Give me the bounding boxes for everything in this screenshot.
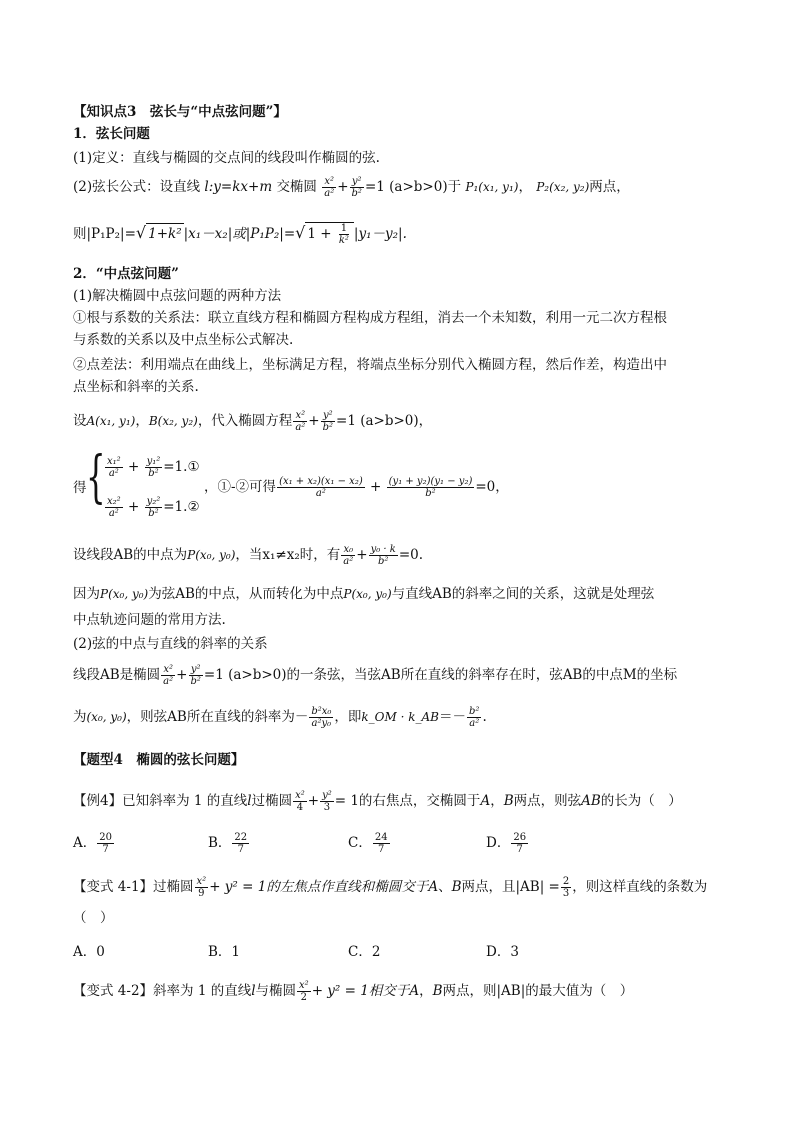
text: =0， (475, 479, 509, 495)
difference-line: ，①-②可得 $\frac{\text{(x₁ + x₂)(x₁ − x₂)}}{\text{a²}}$ + $\frac{\text{(y₁ + y₂)(y₁ − y₂)}}{\text{b²}}$ =0， (204, 476, 509, 499)
chord-formula-line: (2)弦长公式：设直线 l:y=kx+m 交椭圆 $\frac{\text{x²}}{\text{a²}}$ + $\frac{\text{y²}}{\text{b²}}$ =1 (a>b>0)于 P₁(x₁, y₁)， P₂(x₂, y₂)两点， (73, 176, 630, 199)
text: 为弦AB的中点，从而转化为中点 (148, 586, 344, 602)
text: =1.② (163, 499, 200, 515)
section-heading-type-4: 【题型4 椭圆的弦长问题】 (73, 752, 245, 768)
fraction-y2-b2: $\frac{\text{y²}}{\text{b²}}$ (322, 410, 334, 433)
text: B (432, 983, 443, 999)
text: 两点，则|AB|的最大值为（ ） (442, 983, 634, 999)
option-num: 24 (374, 832, 388, 843)
text: ，即 (334, 709, 362, 725)
text: A (428, 879, 439, 895)
option-label: A． (73, 835, 97, 851)
text: + y² = 1的左焦点作直线和椭圆交于 (209, 879, 429, 895)
definition-line: (1)定义：直线与椭圆的交点间的线段叫作椭圆的弦. (73, 150, 380, 166)
ex4-option-a[interactable] (73, 832, 115, 855)
text: 【变式 4-2】斜率为 1 的直线 (73, 983, 252, 999)
text: 、 (438, 879, 452, 895)
option-den: 7 (237, 844, 244, 855)
subsection-title-chord-length: 1．弦长问题 (73, 126, 150, 142)
text: =1 (a>b>0)， (336, 413, 433, 429)
text: 与直线AB的斜率之间的关系，这就是处理弦 (391, 586, 655, 602)
point-p0: P(x₀, y₀) (187, 548, 236, 562)
fraction-x2-a2: $\frac{\text{x²}}{\text{a²}}$ (295, 410, 306, 433)
variant-4-1-paren: （ ） (73, 910, 114, 926)
option-label: C． (348, 835, 372, 851)
slope-result-line: 为(x₀, y₀)，则弦AB所在直线的斜率为－ $\frac{\text{b²x₀}}{\text{a²y₀}}$ ，即k_OM · k_AB＝－ $\frac{\text{b²}}{\text{a²}}$ . (73, 706, 487, 729)
option-label: B． (208, 835, 232, 851)
text: 过椭圆 (251, 793, 293, 809)
text: ，则弦AB所在直线的斜率为－ (126, 709, 309, 725)
point-p0: (x₀, y₀) (86, 710, 127, 724)
ex4-option-d[interactable] (486, 832, 529, 855)
text: l (247, 793, 252, 809)
slope-product: k_OM · k_AB (361, 710, 440, 724)
text: ，①-②可得 (204, 479, 277, 495)
text: 的长为（ ） (600, 793, 682, 809)
method-1-line-b: 与系数的关系以及中点坐标公式解决. (73, 332, 294, 348)
text: . (482, 709, 487, 725)
point-p0: P(x₀, y₀) (343, 587, 392, 601)
text: B (451, 879, 462, 895)
text: ， (490, 793, 504, 809)
text: ，代入椭圆方程 (197, 413, 293, 429)
text: 交椭圆 (276, 179, 317, 195)
option-num: 22 (234, 832, 248, 843)
option-label: D． (486, 835, 511, 851)
text: = 1的右焦点，交椭圆于 (334, 793, 481, 809)
text: 设线段AB的中点为 (73, 547, 188, 563)
because-line (73, 584, 654, 604)
equation-1: $\frac{\text{x₁²}}{\text{a²}}$ + $\frac{\text{y₁²}}{\text{b²}}$ =1.① (107, 456, 200, 479)
option-num: 26 (513, 832, 527, 843)
v41-option-a[interactable]: A．0 (73, 944, 105, 960)
equation-2: $\frac{\text{x₂²}}{\text{a²}}$ + $\frac{\text{y₂²}}{\text{b²}}$ =1.② (107, 496, 200, 519)
text: 为 (73, 709, 87, 725)
text: =1.① (163, 459, 200, 475)
option-num: 20 (99, 832, 112, 843)
text: 两点，且|AB| = (461, 879, 560, 895)
example-4-line: 【例4】已知斜率为 1 的直线l过椭圆 $\frac{\text{x²}}{4}$ + $\frac{\text{y²}}{3}$ = 1的右焦点，交椭圆于A，B两点，则弦AB的长为（ ） (73, 790, 682, 813)
text: l (251, 983, 256, 999)
text: |y₁－y₂|. (353, 226, 407, 242)
slope-title: (2)弦的中点与直线的斜率的关系 (73, 636, 268, 652)
variant-4-2-line: 【变式 4-2】斜率为 1 的直线l与椭圆 $\frac{\text{x²}}{2}$ + y² = 1相交于A，B两点，则|AB|的最大值为（ ） (73, 980, 634, 1003)
text: 则|P₁P₂|= (73, 226, 136, 242)
point-b: B(x₂, y₂) (148, 414, 198, 428)
section-heading-3: 【知识点3 弦长与“中点弦问题”】 (73, 104, 287, 120)
methods-title: (1)解决椭圆中点弦问题的两种方法 (73, 288, 282, 304)
text: ，则这样直线的条数为 (572, 879, 708, 895)
text: A (480, 793, 491, 809)
text: 【变式 4-1】过椭圆 (73, 879, 194, 895)
chord-length-line (73, 222, 407, 246)
text: 线段AB是椭圆 (73, 667, 161, 683)
option-den: 7 (516, 844, 523, 855)
set-points-line: 设A(x₁, y₁)，B(x₂, y₂)，代入椭圆方程 $\frac{\text{x²}}{\text{a²}}$ + $\frac{\text{y²}}{\text{b²}}$ =1 (a>b>0)， (73, 410, 433, 433)
text: ＝－ (439, 709, 467, 725)
line-equation: l:y=kx+m (204, 179, 273, 195)
text: ， (135, 413, 149, 429)
text: B (503, 793, 514, 809)
text: 两点，则弦 (513, 793, 582, 809)
text: =1 (a>b>0)于 (364, 179, 462, 195)
text: 因为 (73, 586, 100, 602)
midpoint-line: 设线段AB的中点为P(x₀, y₀)，当x₁≠x₂时，有 $\frac{\text{x₀}}{\text{a²}}$ + $\frac{\text{y₀ · k}}{\text{b²}}$ =0. (73, 544, 424, 567)
v41-option-c[interactable]: C．2 (348, 944, 381, 960)
ex4-option-b[interactable] (208, 832, 250, 855)
text: ，当x₁≠x₂时，有 (235, 547, 341, 563)
left-brace: { (86, 445, 106, 510)
option-den: 7 (102, 844, 109, 855)
text: 与椭圆 (255, 983, 297, 999)
v41-option-d[interactable]: D．3 (486, 944, 519, 960)
fraction-x2-a2: $\frac{\text{x²}}{\text{a²}}$ (324, 176, 335, 199)
method-1-line-a: ①根与系数的关系法：联立直线方程和椭圆方程构成方程组，消去一个未知数，利用一元二次方程根 (73, 310, 667, 326)
point-p2: P₂(x₂, y₂) (536, 180, 590, 194)
point-p0: P(x₀, y₀) (100, 587, 149, 601)
sqrt-1-k2: 1+k² (146, 223, 184, 244)
text: ， (518, 179, 532, 195)
text: A (409, 983, 420, 999)
variant-4-1-line: 【变式 4-1】过椭圆 $\frac{\text{x²}}{9}$ + y² = 1的左焦点作直线和椭圆交于A、B两点，且|AB| = $\frac{2}{3}$ ，则这样直线的条数为 (73, 876, 708, 899)
option-den: 7 (378, 844, 385, 855)
sqrt-symbol: √ (295, 223, 306, 242)
text: 设 (73, 413, 87, 429)
sqrt-1-1k2: 1 + $\frac{1}{\text{k²}}$ (305, 222, 354, 246)
text: =0. (398, 547, 424, 563)
get-label: 得 (73, 480, 87, 496)
text: ， (419, 983, 433, 999)
because-line-b: 中点轨迹问题的常用方法. (73, 612, 226, 628)
ex4-option-c[interactable] (348, 832, 391, 855)
text: |x₁－x₂|或|P₁P₂|= (183, 226, 296, 242)
text: 两点， (589, 179, 630, 195)
text: (2)弦长公式：设直线 (73, 179, 201, 195)
fraction-y2-b2: $\frac{\text{y²}}{\text{b²}}$ (351, 176, 362, 199)
v41-option-b[interactable]: B．1 (208, 944, 241, 960)
text: + y² = 1相交于 (311, 983, 410, 999)
point-p1: P₁(x₁, y₁) (465, 180, 519, 194)
sqrt-symbol: √ (135, 223, 147, 242)
text: =1 (a>b>0)的一条弦，当弦AB所在直线的斜率存在时，弦AB的中点M的坐标 (203, 667, 678, 683)
point-a: A(x₁, y₁) (86, 414, 136, 428)
text: 【例4】已知斜率为 1 的直线 (73, 793, 248, 809)
subsection-title-midpoint: 2．“中点弦问题” (73, 266, 179, 282)
text: AB (581, 793, 601, 809)
method-2-line-a: ②点差法：利用端点在曲线上，坐标满足方程，将端点坐标分别代入椭圆方程，然后作差，构造出中 (73, 357, 667, 373)
segment-line: 线段AB是椭圆 $\frac{\text{x²}}{\text{a²}}$ + $\frac{\text{y²}}{\text{b²}}$ =1 (a>b>0)的一条弦，当弦AB所在直线的斜率存在时，弦AB的中点M的坐标 (73, 664, 678, 687)
method-2-line-b: 点坐标和斜率的关系. (73, 379, 199, 395)
